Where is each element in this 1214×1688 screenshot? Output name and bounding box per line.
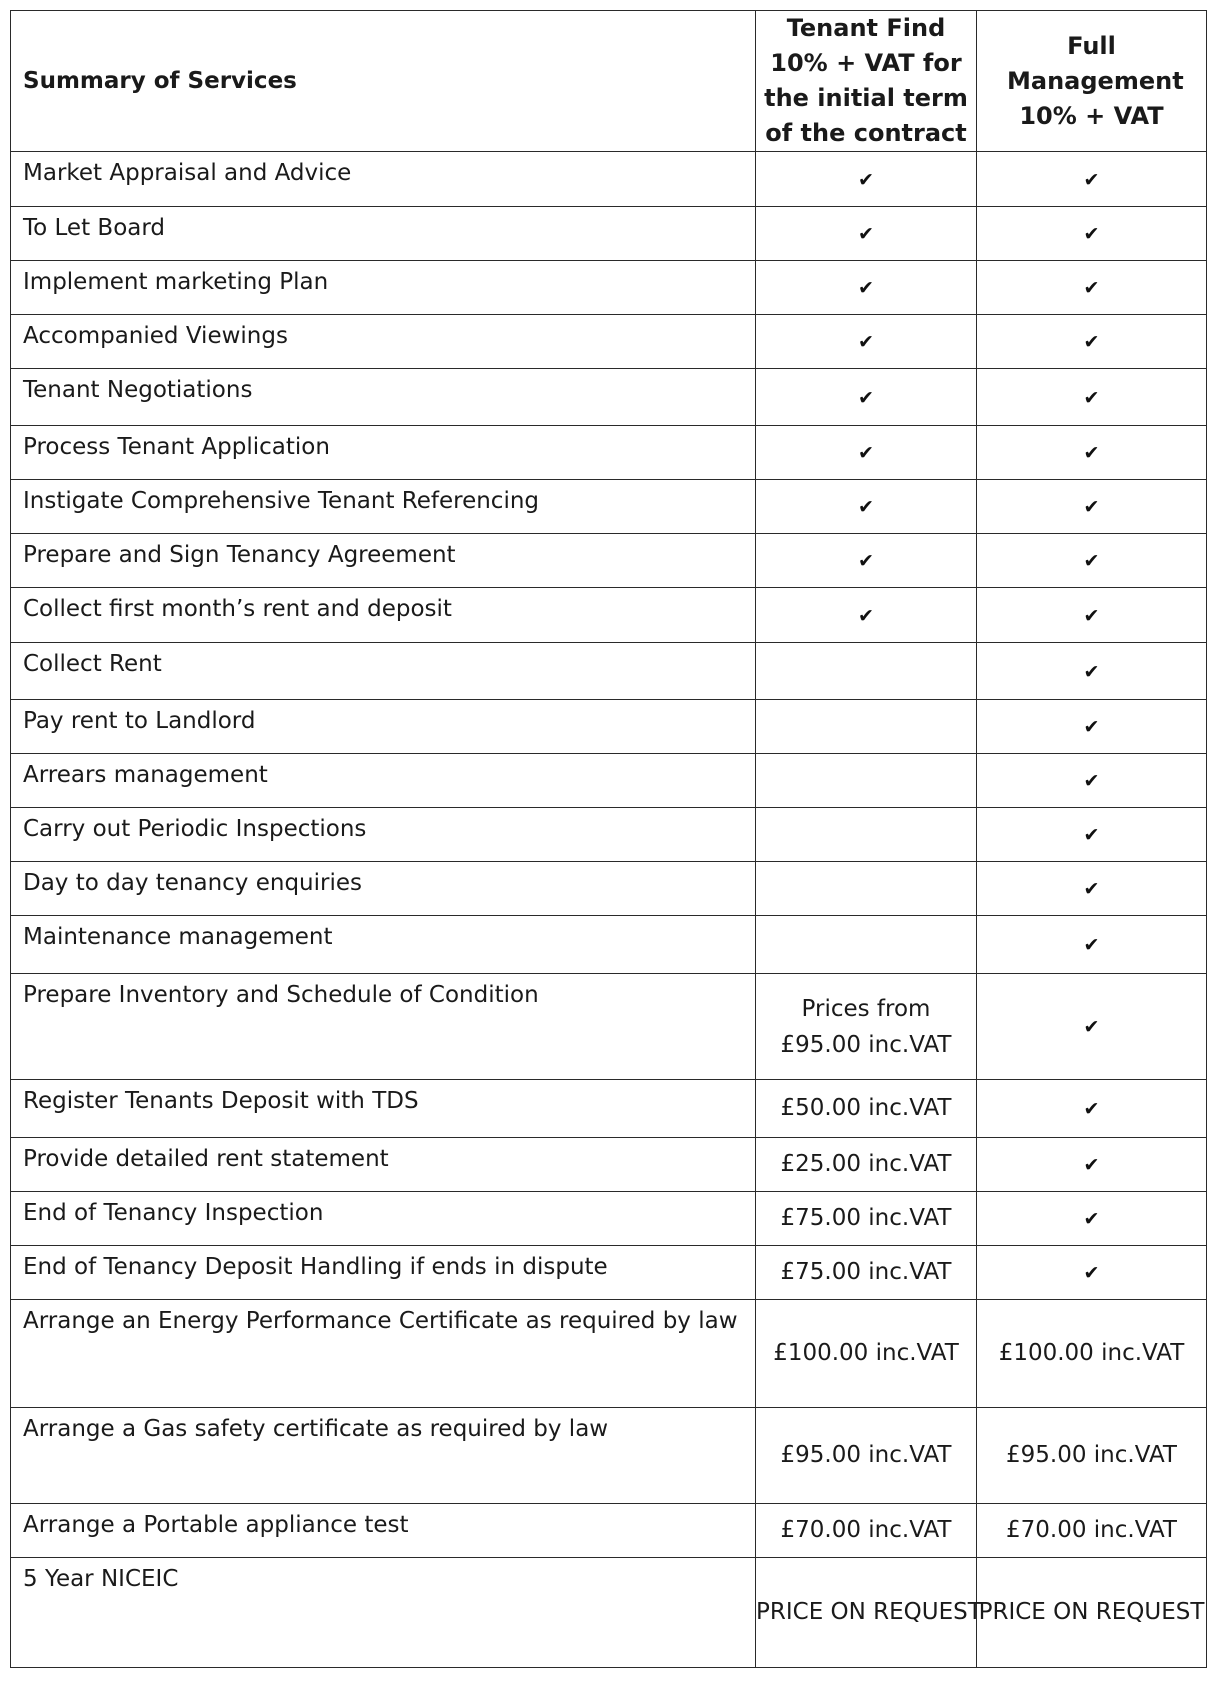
- full-management-tick-cell: [977, 1138, 1207, 1192]
- full-management-cell: [977, 1300, 1207, 1408]
- table-row: [11, 534, 1207, 588]
- check-icon: ✔: [858, 277, 874, 299]
- service-name-cell: Market Appraisal and Advice: [11, 152, 756, 207]
- tenant-find-value: £50.00 inc.VAT: [780, 1095, 952, 1121]
- service-name-cell: Process Tenant Application: [11, 426, 756, 480]
- service-name-cell: Carry out Periodic Inspections: [11, 808, 756, 862]
- check-icon: ✔: [1083, 824, 1100, 846]
- tenant-find-cell: [756, 1192, 977, 1246]
- tenant-find-cell: [756, 808, 977, 862]
- tenant-find-cell: [756, 974, 977, 1080]
- full-management-tick-cell: [977, 916, 1207, 974]
- tenant-find-tick-cell: [756, 534, 977, 588]
- header-tenant-find-text: Tenant Find 10% + VAT for the initial term of the contract: [764, 14, 968, 147]
- service-name-cell: Day to day tenancy enquiries: [11, 862, 756, 916]
- table-row: [11, 808, 1207, 862]
- service-name-cell: Prepare and Sign Tenancy Agreement: [11, 534, 756, 588]
- table-row: [11, 1300, 1207, 1408]
- tenant-find-cell: [756, 916, 977, 974]
- check-icon: ✔: [858, 331, 874, 353]
- tenant-find-tick-cell: [756, 588, 977, 643]
- service-name-cell: 5 Year NICEIC: [11, 1558, 756, 1668]
- check-icon: ✔: [858, 223, 874, 245]
- check-icon: ✔: [1083, 168, 1100, 191]
- check-icon: ✔: [858, 604, 874, 627]
- check-icon: ✔: [858, 386, 874, 409]
- full-management-tick-cell: [977, 1080, 1207, 1138]
- full-management-tick-cell: [977, 808, 1207, 862]
- tenant-find-cell: [756, 1138, 977, 1192]
- full-management-tick-cell: [977, 152, 1207, 207]
- check-icon: ✔: [1083, 716, 1100, 738]
- tenant-find-tick-cell: [756, 207, 977, 261]
- table-row: [11, 152, 1207, 207]
- check-icon: ✔: [1083, 223, 1100, 245]
- check-icon: ✔: [1083, 1262, 1100, 1284]
- full-management-tick-cell: [977, 588, 1207, 643]
- check-icon: ✔: [1083, 660, 1100, 683]
- full-management-tick-cell: [977, 261, 1207, 315]
- service-name-cell: Collect first month’s rent and deposit: [11, 588, 756, 643]
- full-management-tick-cell: [977, 754, 1207, 808]
- tenant-find-cell: [756, 1408, 977, 1504]
- check-icon: ✔: [1083, 934, 1100, 956]
- full-management-tick-cell: [977, 315, 1207, 369]
- service-name-cell: Collect Rent: [11, 643, 756, 700]
- summary-of-services-table: [10, 10, 1207, 1668]
- table-row: [11, 916, 1207, 974]
- tenant-find-value: PRICE ON REQUEST: [756, 1599, 982, 1625]
- tenant-find-tick-cell: [756, 426, 977, 480]
- check-icon: ✔: [1083, 1208, 1100, 1230]
- service-name-cell: End of Tenancy Deposit Handling if ends in dispute: [11, 1246, 756, 1300]
- table-row: [11, 261, 1207, 315]
- check-icon: ✔: [1083, 604, 1100, 627]
- check-icon: ✔: [1083, 331, 1100, 353]
- services-document: [10, 10, 1206, 1678]
- check-icon: ✔: [858, 550, 874, 572]
- full-management-tick-cell: [977, 369, 1207, 426]
- tenant-find-tick-cell: [756, 480, 977, 534]
- check-icon: ✔: [858, 168, 874, 191]
- table-row: [11, 1558, 1207, 1668]
- service-name-cell: Arrears management: [11, 754, 756, 808]
- tenant-find-tick-cell: [756, 315, 977, 369]
- table-row: [11, 369, 1207, 426]
- full-management-tick-cell: [977, 862, 1207, 916]
- tenant-find-value: £95.00 inc.VAT: [780, 1442, 952, 1468]
- table-row: [11, 207, 1207, 261]
- header-full-management-text: Full Management 10% + VAT: [1007, 31, 1184, 130]
- tenant-find-cell: [756, 1504, 977, 1558]
- check-icon: ✔: [858, 496, 874, 518]
- full-management-tick-cell: [977, 426, 1207, 480]
- service-name-cell: End of Tenancy Inspection: [11, 1192, 756, 1246]
- tenant-find-cell: [756, 1080, 977, 1138]
- table-row: [11, 643, 1207, 700]
- full-management-cell: [977, 1504, 1207, 1558]
- full-management-tick-cell: [977, 1192, 1207, 1246]
- table-row: [11, 754, 1207, 808]
- check-icon: ✔: [1083, 442, 1100, 464]
- check-icon: ✔: [1083, 1098, 1100, 1120]
- table-row: [11, 480, 1207, 534]
- tenant-find-tick-cell: [756, 152, 977, 207]
- service-name-cell: Arrange a Portable appliance test: [11, 1504, 756, 1558]
- full-management-tick-cell: [977, 534, 1207, 588]
- full-management-tick-cell: [977, 974, 1207, 1080]
- table-row: [11, 1192, 1207, 1246]
- table-row: [11, 1080, 1207, 1138]
- check-icon: ✔: [1083, 277, 1100, 299]
- full-management-tick-cell: [977, 207, 1207, 261]
- full-management-tick-cell: [977, 643, 1207, 700]
- tenant-find-value: £25.00 inc.VAT: [780, 1151, 952, 1177]
- tenant-find-cell: [756, 862, 977, 916]
- table-row: [11, 588, 1207, 643]
- table-row: [11, 700, 1207, 754]
- table-row: [11, 1504, 1207, 1558]
- table-row: [11, 1246, 1207, 1300]
- full-management-value: £100.00 inc.VAT: [998, 1340, 1185, 1366]
- table-row: [11, 426, 1207, 480]
- full-management-tick-cell: [977, 1246, 1207, 1300]
- check-icon: ✔: [1083, 1016, 1100, 1038]
- tenant-find-value: £75.00 inc.VAT: [780, 1205, 952, 1231]
- check-icon: ✔: [1083, 386, 1100, 409]
- header-summary-of-services: Summary of Services: [11, 11, 756, 152]
- tenant-find-cell: [756, 1558, 982, 1668]
- service-name-cell: Pay rent to Landlord: [11, 700, 756, 754]
- tenant-find-cell: [756, 700, 977, 754]
- full-management-value: £70.00 inc.VAT: [1006, 1517, 1177, 1543]
- tenant-find-cell: [756, 754, 977, 808]
- service-name-cell: Maintenance management: [11, 916, 756, 974]
- full-management-value: PRICE ON REQUEST: [978, 1599, 1205, 1625]
- service-name-cell: Provide detailed rent statement: [11, 1138, 756, 1192]
- check-icon: ✔: [1083, 496, 1100, 518]
- table-row: [11, 1138, 1207, 1192]
- table-row: [11, 974, 1207, 1080]
- tenant-find-cell: [756, 643, 977, 700]
- tenant-find-value: Prices from £95.00 inc.VAT: [780, 995, 952, 1058]
- check-icon: ✔: [1083, 550, 1100, 572]
- service-name-cell: Tenant Negotiations: [11, 369, 756, 426]
- header-full-management: [977, 11, 1207, 152]
- tenant-find-value: £70.00 inc.VAT: [780, 1517, 952, 1543]
- service-name-cell: Arrange an Energy Performance Certificate as required by law: [11, 1300, 756, 1408]
- full-management-value: £95.00 inc.VAT: [1006, 1442, 1177, 1468]
- service-name-cell: Instigate Comprehensive Tenant Referencing: [11, 480, 756, 534]
- full-management-tick-cell: [977, 480, 1207, 534]
- service-name-cell: Register Tenants Deposit with TDS: [11, 1080, 756, 1138]
- table-row: [11, 862, 1207, 916]
- table-row: [11, 315, 1207, 369]
- service-name-cell: Accompanied Viewings: [11, 315, 756, 369]
- tenant-find-tick-cell: [756, 261, 977, 315]
- tenant-find-value: £100.00 inc.VAT: [773, 1340, 959, 1366]
- tenant-find-cell: [756, 1300, 977, 1408]
- service-name-cell: To Let Board: [11, 207, 756, 261]
- full-management-cell: [977, 1558, 1207, 1668]
- header-tenant-find: [756, 11, 977, 152]
- table-row: [11, 1408, 1207, 1504]
- full-management-tick-cell: [977, 700, 1207, 754]
- tenant-find-value: £75.00 inc.VAT: [780, 1259, 952, 1285]
- tenant-find-cell: [756, 1246, 977, 1300]
- service-name-cell: Prepare Inventory and Schedule of Condition: [11, 974, 756, 1080]
- tenant-find-tick-cell: [756, 369, 977, 426]
- services-table-body: [11, 152, 1207, 1668]
- header-row: [11, 11, 1207, 152]
- service-name-cell: Arrange a Gas safety certificate as required by law: [11, 1408, 756, 1504]
- check-icon: ✔: [1083, 770, 1100, 792]
- check-icon: ✔: [858, 442, 874, 464]
- service-name-cell: Implement marketing Plan: [11, 261, 756, 315]
- check-icon: ✔: [1083, 1154, 1100, 1176]
- full-management-cell: [977, 1408, 1207, 1504]
- check-icon: ✔: [1083, 878, 1100, 900]
